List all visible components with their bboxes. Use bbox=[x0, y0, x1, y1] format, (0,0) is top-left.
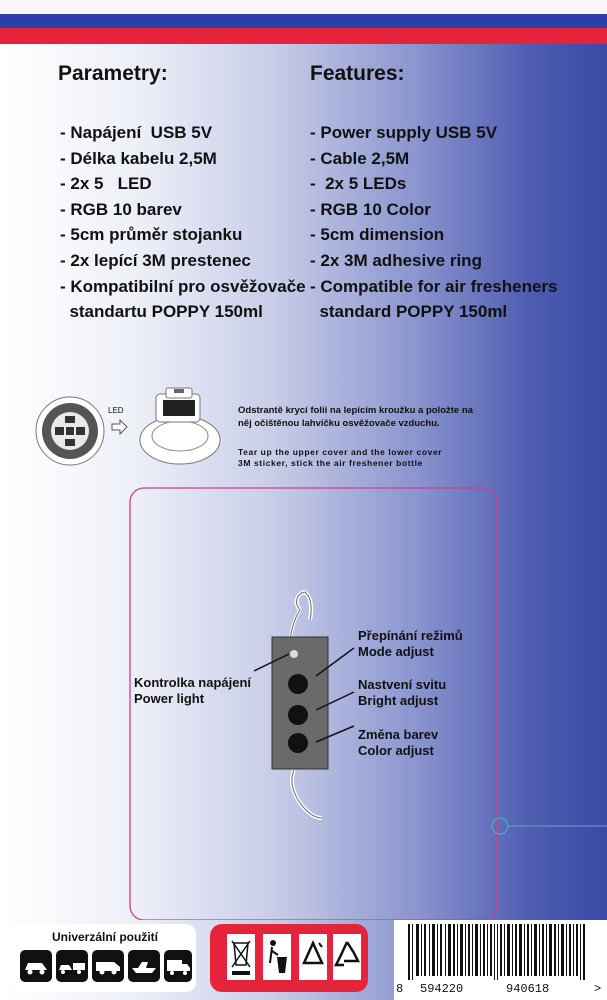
parametry-item: standartu POPPY 150ml bbox=[60, 302, 263, 322]
color-label-en: Color adjust bbox=[358, 743, 434, 758]
features-item: - Cable 2,5M bbox=[310, 148, 410, 168]
color-button bbox=[288, 733, 308, 753]
boat-icon bbox=[128, 950, 160, 982]
recycle-icon bbox=[332, 933, 362, 981]
arrow-right-icon bbox=[112, 420, 127, 434]
van-icon bbox=[92, 950, 124, 982]
registration-mark-lower bbox=[492, 818, 508, 834]
led-label: LED bbox=[108, 406, 124, 415]
power-light-label-cz: Kontrolka napájení bbox=[134, 675, 252, 690]
power-light-label-en: Power light bbox=[134, 691, 205, 706]
features-item: standard POPPY 150ml bbox=[310, 302, 508, 322]
barcode-group-right: 940618 bbox=[506, 982, 550, 996]
universal-usage-box bbox=[14, 924, 196, 992]
dispose-bin-icon bbox=[262, 933, 292, 981]
recycling-panel bbox=[210, 924, 368, 992]
power-light-indicator bbox=[290, 650, 298, 658]
parametry-item: - Délka kabelu 2,5M bbox=[60, 148, 217, 168]
flag-stripe-white bbox=[0, 0, 607, 14]
parametry-item: - 2x lepící 3M prestenec bbox=[60, 250, 251, 270]
parametry-item: - RGB 10 barev bbox=[60, 199, 182, 219]
parametry-item: - 5cm průměr stojanku bbox=[60, 225, 243, 245]
install-illustration bbox=[30, 380, 230, 480]
bright-label-en: Bright adjust bbox=[358, 693, 439, 708]
weee-bin-icon bbox=[226, 933, 256, 981]
flag-stripe-red bbox=[0, 28, 607, 44]
car-icon bbox=[20, 950, 52, 982]
car-trailer-icon bbox=[56, 950, 88, 982]
barcode-digit-first: 8 bbox=[396, 982, 404, 996]
parametry-item: - Kompatibilní pro osvěžovače bbox=[60, 276, 306, 296]
parametry-item: - 2x 5 LED bbox=[60, 174, 152, 194]
parametry-list bbox=[60, 120, 306, 325]
features-item: - 5cm dimension bbox=[310, 225, 445, 245]
recycle-pet-icon bbox=[298, 933, 328, 981]
features-item: - RGB 10 Color bbox=[310, 199, 431, 219]
features-heading: Features: bbox=[310, 62, 405, 85]
features-item: - 2x 3M adhesive ring bbox=[310, 250, 482, 270]
universal-usage-label: Univerzální použití bbox=[51, 930, 158, 944]
features-item: - 2x 5 LEDs bbox=[310, 174, 407, 194]
install-text-cz: Odstrantě krycí folii na lepícím kroužku a položte na něj očištěnou lahvičku osvěžovače vzduchu. bbox=[238, 405, 473, 429]
features-list bbox=[310, 120, 558, 325]
cable-top bbox=[290, 592, 311, 640]
cable-bottom bbox=[292, 770, 322, 818]
barcode-group-left: 594220 bbox=[420, 982, 464, 996]
truck-icon bbox=[164, 950, 192, 982]
color-label-cz: Změna barev bbox=[358, 727, 439, 742]
led-stand-icon bbox=[36, 397, 104, 465]
mode-button bbox=[288, 674, 308, 694]
bottle-on-stand-icon bbox=[140, 388, 220, 464]
parametry-item: - Napájení USB 5V bbox=[60, 123, 213, 142]
flag-stripe-blue bbox=[0, 14, 607, 28]
bright-button bbox=[288, 705, 308, 725]
barcode bbox=[394, 920, 607, 1000]
bright-label-cz: Nastvení svitu bbox=[358, 677, 447, 692]
features-item: - Power supply USB 5V bbox=[310, 123, 498, 142]
parametry-heading: Parametry: bbox=[58, 62, 168, 85]
features-item: - Compatible for air fresheners bbox=[310, 276, 558, 296]
barcode-end-mark: > bbox=[594, 982, 602, 996]
controller-diagram bbox=[0, 480, 607, 920]
barcode-bars bbox=[394, 920, 607, 980]
mode-label-cz: Přepínání režimů bbox=[358, 628, 463, 643]
install-text-en: Tear up the upper cover and the lower cover 3M sticker, stick the air freshener bottle bbox=[238, 447, 443, 468]
mode-label-en: Mode adjust bbox=[358, 644, 434, 659]
